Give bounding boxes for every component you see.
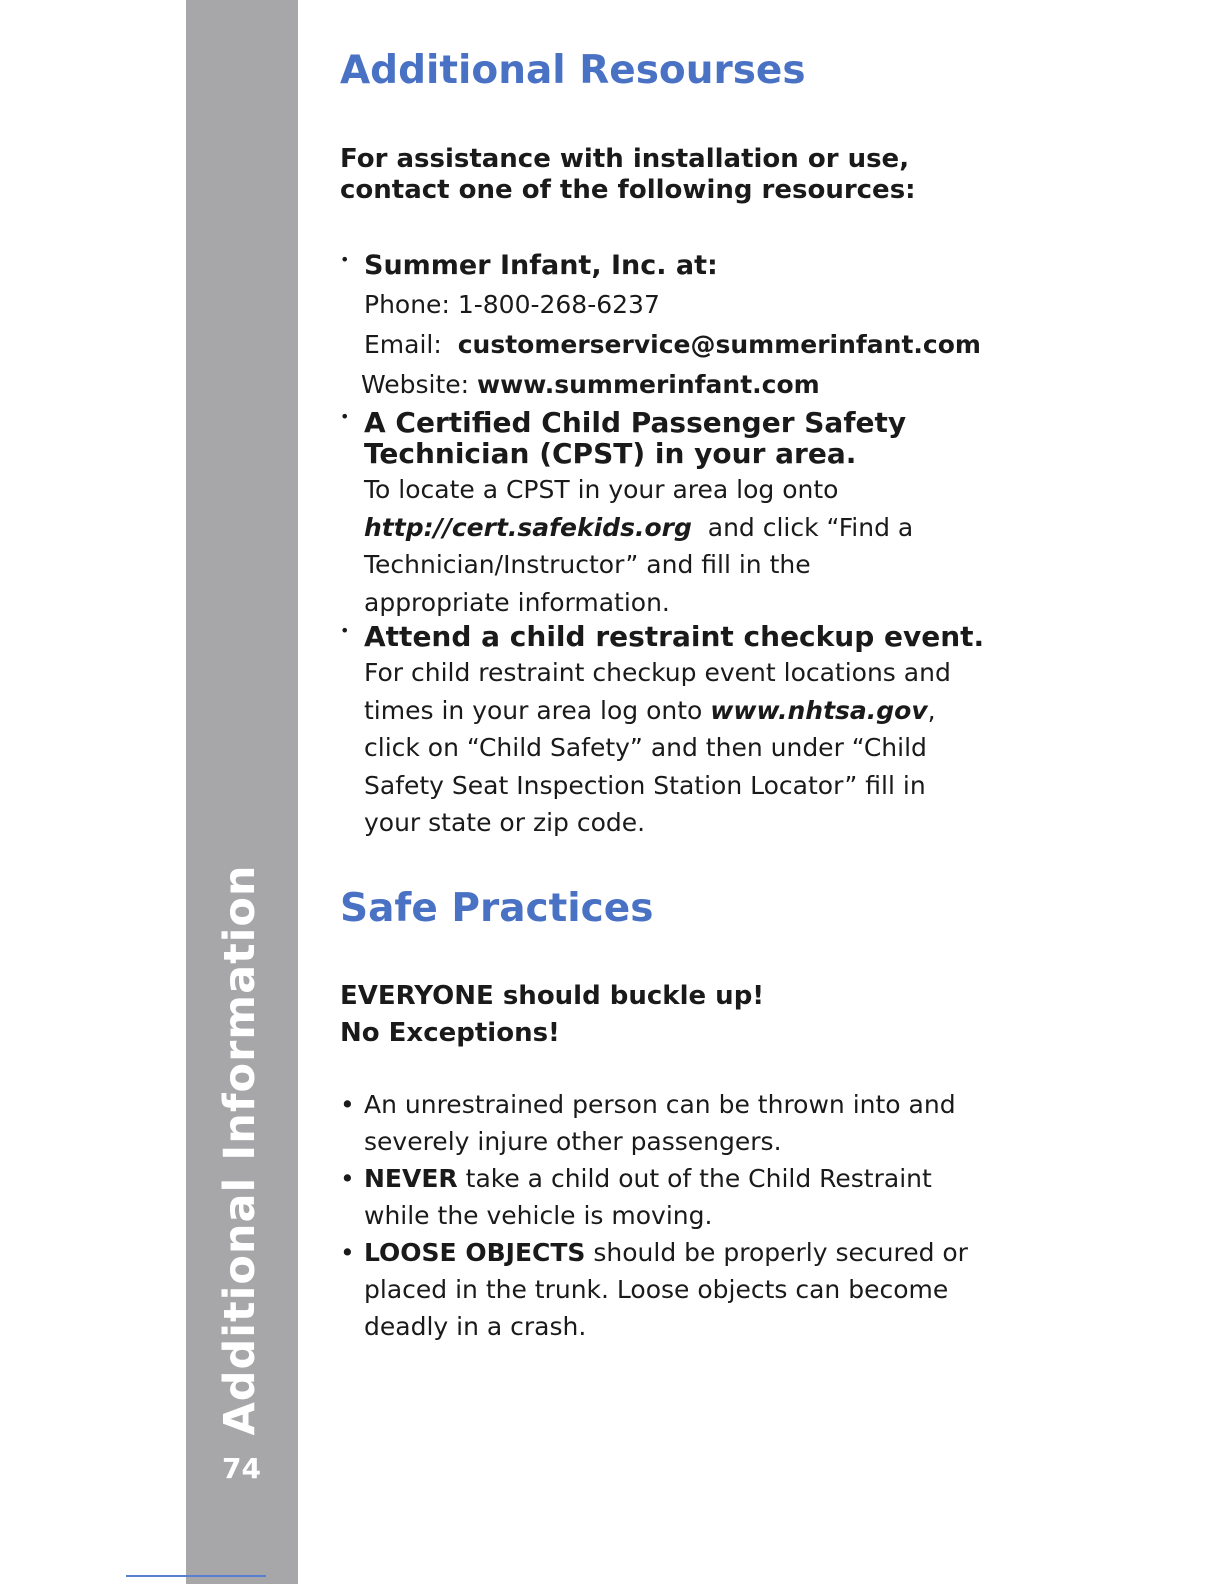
- checkup-text-5: your state or zip code.: [364, 808, 646, 837]
- cpst-text-2-rest: and click “Find a: [707, 512, 914, 542]
- email-label: Email:: [364, 330, 442, 359]
- nhtsa-link[interactable]: www.nhtsa.gov: [710, 695, 928, 725]
- resources-intro-line2: contact one of the following resources:: [340, 175, 916, 205]
- cpst-title-line1: A Certified Child Passenger Safety: [364, 406, 907, 439]
- resource-checkup: [340, 621, 1020, 842]
- section-side-title: Additional Information: [215, 864, 265, 1436]
- checkup-text-2b: ,: [927, 695, 936, 725]
- footer-rule: [126, 1575, 266, 1577]
- summer-infant-title: • Summer Infant, Inc. at:: [364, 250, 718, 281]
- resources-intro-line1: For assistance with installation or use,: [340, 144, 910, 174]
- practice-item-loose-objects: [340, 1234, 970, 1345]
- cpst-title-line2: Technician (CPST) in your area.: [364, 437, 857, 470]
- summer-website: [361, 365, 1020, 405]
- practice-item-never: [340, 1160, 970, 1234]
- checkup-text-2: [364, 692, 1020, 730]
- resources-heading: Additional Resourses: [340, 48, 806, 93]
- practice-item-3-bold: LOOSE OBJECTS: [364, 1237, 586, 1267]
- cpst-link[interactable]: http://cert.safekids.org: [364, 512, 692, 542]
- cpst-title: [364, 407, 1020, 469]
- practice-item-3-text: should be properly secured or placed in the trunk. Loose objects can become deadly in a crash.: [364, 1237, 968, 1341]
- summer-phone: [364, 285, 1020, 325]
- practice-item-2-text: take a child out of the Child Restraint while the vehicle is moving.: [364, 1163, 932, 1230]
- lead-no-exceptions: No Exceptions!: [340, 1017, 560, 1048]
- practice-item-unrestrained: [340, 1086, 970, 1160]
- lead-everyone: EVERYONE: [340, 980, 494, 1011]
- lead-buckle-up: should buckle up!: [502, 980, 765, 1011]
- resources-intro: [340, 144, 1020, 206]
- page-number: 74: [222, 1452, 261, 1485]
- phone-value: 1-800-268-6237: [457, 290, 660, 319]
- checkup-text-2a: times in your area log onto: [364, 695, 703, 725]
- resource-cpst: [340, 407, 1020, 621]
- cpst-text-3: Technician/Instructor” and fill in the: [364, 550, 811, 579]
- practice-item-2-bold: NEVER: [364, 1163, 458, 1193]
- cpst-text-1: To locate a CPST in your area log onto: [364, 475, 839, 504]
- summer-email: [364, 325, 1020, 365]
- email-link[interactable]: customerservice@summerinfant.com: [457, 330, 981, 359]
- safe-practices-lead: [340, 978, 1020, 1052]
- safe-practices-heading: Safe Practices: [340, 885, 654, 931]
- practice-item-1-text: An unrestrained person can be thrown into and severely injure other passengers.: [364, 1089, 956, 1156]
- cpst-text-4: appropriate information.: [364, 587, 670, 617]
- checkup-text-4: Safety Seat Inspection Station Locator” fill in: [364, 770, 926, 800]
- resource-summer-infant: [340, 250, 1020, 405]
- checkup-text-1: For child restraint checkup event locations and: [364, 658, 951, 687]
- phone-label: Phone:: [364, 290, 450, 319]
- website-link[interactable]: www.summerinfant.com: [477, 370, 820, 399]
- website-label: Website:: [361, 370, 470, 399]
- page-content: [340, 46, 1020, 1345]
- cpst-text-2: [364, 509, 1020, 547]
- resources-list: [340, 250, 1020, 842]
- checkup-title: • Attend a child restraint checkup event.: [364, 620, 985, 653]
- checkup-text-3: click on “Child Safety” and then under “Child: [364, 733, 927, 762]
- safe-practices-list: [340, 1086, 970, 1345]
